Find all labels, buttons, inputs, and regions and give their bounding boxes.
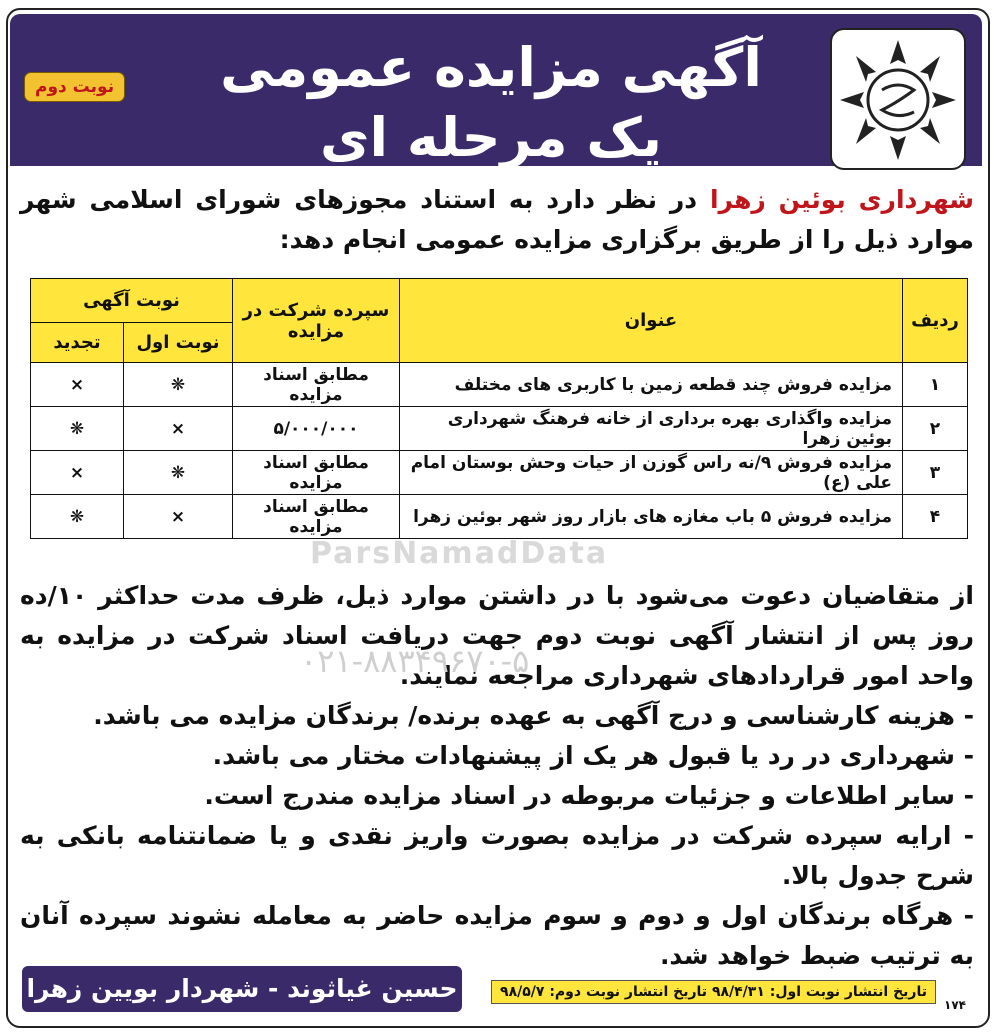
condition-item: - سایر اطلاعات و جزئیات مربوطه در اسناد مزایده مندرج است.	[204, 781, 974, 810]
row-renew: ❋	[31, 407, 124, 451]
header-first: نوبت اول	[124, 323, 233, 363]
invitation-paragraph: از متقاضیان دعوت می‌شود با در داشتن موارد ذیل، ظرف مدت حداکثر ۱۰/ده روز پس از انتشار آگهی نوبت دوم جهت دریافت اسناد شرکت در مزایده به واحد امور قراردادهای شهرداری مراجعه نمایند.	[20, 581, 974, 690]
row-deposit: مطابق اسناد مزایده	[233, 363, 400, 407]
organization-name: شهرداری بوئین زهرا	[709, 185, 974, 214]
table-row	[31, 363, 968, 407]
row-first: ×	[124, 495, 233, 539]
page-number: ۱۷۴	[944, 998, 966, 1012]
intro-text: در نظر دارد به استناد مجوزهای شورای اسلامی شهر موارد ذیل را از طریق برگزاری مزایده عمومی انجام دهد:	[20, 185, 974, 254]
table-row	[31, 495, 968, 539]
table-row	[31, 407, 968, 451]
table-row	[31, 451, 968, 495]
header-title: عنوان	[400, 279, 903, 363]
header-turn: نوبت آگهی	[31, 279, 233, 323]
row-no: ۳	[903, 451, 968, 495]
row-renew: ×	[31, 451, 124, 495]
notice-subtitle: یک مرحله ای	[320, 106, 662, 169]
row-no: ۲	[903, 407, 968, 451]
row-first: ×	[124, 407, 233, 451]
header-row-no: ردیف	[903, 279, 968, 363]
notice-title: آگهی مزایده عمومی	[220, 36, 762, 99]
municipality-logo	[830, 28, 966, 170]
row-no: ۱	[903, 363, 968, 407]
watermark-phone: ۰۲۱-۸۸۳۴۹۶۷۰-۵	[300, 642, 530, 680]
row-title: مزایده فروش ۵ باب مغازه های بازار روز شهر بوئین زهرا	[400, 495, 903, 539]
condition-item: - شهرداری در رد یا قبول هر یک از پیشنهادات مختار می باشد.	[212, 741, 974, 770]
publish-dates: تاریخ انتشار نوبت اول: ۹۸/۴/۳۱ تاریخ انتشار نوبت دوم: ۹۸/۵/۷	[491, 980, 936, 1004]
watermark-brand: ParsNamadData	[310, 536, 609, 571]
row-deposit: مطابق اسناد مزایده	[233, 451, 400, 495]
row-renew: ❋	[31, 495, 124, 539]
condition-item: - هزینه کارشناسی و درج آگهی به عهده برنده/ برندگان مزایده می باشد.	[93, 701, 974, 730]
mayor-signature: حسین غیاثوند - شهردار بویین زهرا	[22, 966, 462, 1012]
condition-item: - هرگاه برندگان اول و دوم و سوم مزایده حاضر به معامله نشوند سپرده آنان به ترتیب ضبط خواهد شد.	[20, 901, 974, 970]
logo-emblem-icon	[832, 30, 964, 168]
header-renew: تجدید	[31, 323, 124, 363]
row-first: ❋	[124, 451, 233, 495]
row-title: مزایده فروش چند قطعه زمین با کاربری های مختلف	[400, 363, 903, 407]
row-first: ❋	[124, 363, 233, 407]
intro-paragraph	[20, 180, 974, 260]
header-deposit: سپرده شرکت در مزایده	[233, 279, 400, 363]
row-deposit: مطابق اسناد مزایده	[233, 495, 400, 539]
row-renew: ×	[31, 363, 124, 407]
turn-badge: نوبت دوم	[24, 72, 125, 102]
row-title: مزایده فروش ۹/نه راس گوزن از حیات وحش بوستان امام علی (ع)	[400, 451, 903, 495]
row-title: مزایده واگذاری بهره برداری از خانه فرهنگ شهرداری بوئین زهرا	[400, 407, 903, 451]
header-banner	[10, 14, 982, 169]
row-deposit: ۵/۰۰۰/۰۰۰	[233, 407, 400, 451]
condition-item: - ارایه سپرده شرکت در مزایده بصورت واریز نقدی و یا ضمانتنامه بانکی به شرح جدول بالا.	[20, 821, 974, 890]
row-no: ۴	[903, 495, 968, 539]
auction-table	[30, 278, 968, 539]
body-text	[20, 576, 974, 976]
